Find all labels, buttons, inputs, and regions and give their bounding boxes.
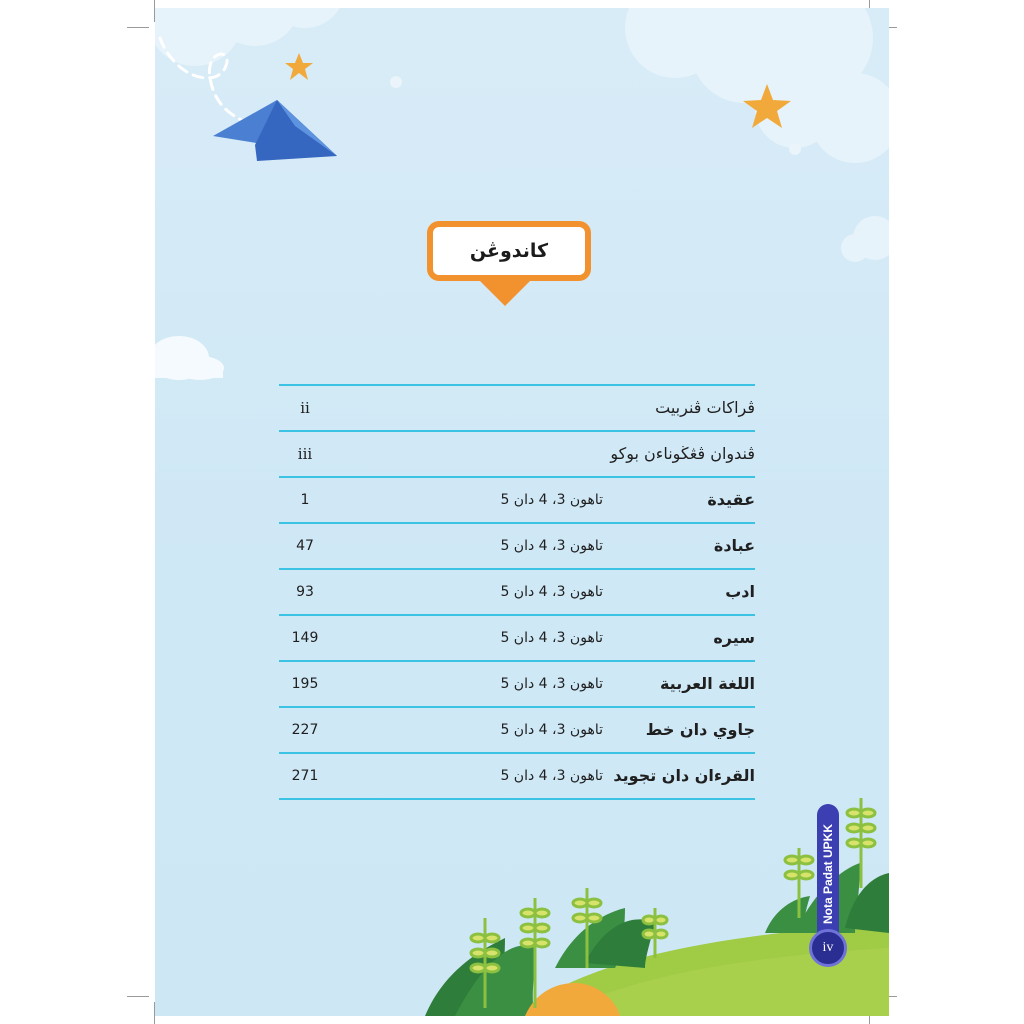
toc-row: [279, 616, 755, 662]
callout-pointer: [479, 280, 531, 306]
crop-mark: [127, 27, 149, 28]
toc-page-number: 195: [291, 676, 319, 692]
toc-subtitle: تاهون 3، 4 دان 5: [500, 492, 603, 508]
toc-title: القرءان دان تجويد: [613, 766, 755, 785]
toc-page-number: 227: [291, 722, 319, 738]
toc-page-number: 271: [291, 768, 319, 784]
toc-subtitle: تاهون 3، 4 دان 5: [500, 676, 603, 692]
toc-row: [279, 524, 755, 570]
toc-page-number: 93: [296, 584, 314, 600]
star-icon: [285, 53, 313, 80]
toc-row: [279, 386, 755, 432]
toc-title: ادب: [725, 582, 755, 601]
side-tab-label: Nota Padat UPKK: [821, 823, 835, 925]
table-of-contents: [279, 384, 755, 800]
toc-row: [279, 754, 755, 800]
toc-subtitle: تاهون 3، 4 دان 5: [500, 584, 603, 600]
toc-row: [279, 570, 755, 616]
toc-page-number: 149: [291, 630, 319, 646]
toc-title: ڤندوان ڤڠڬوناءن بوكو: [610, 444, 755, 463]
crop-mark: [127, 996, 149, 997]
page: [155, 8, 889, 1016]
page-number: iv: [822, 940, 834, 955]
toc-title: عقيدة: [707, 490, 755, 509]
cloud-icon: [155, 8, 345, 66]
toc-page-number: ii: [300, 399, 310, 417]
toc-subtitle: تاهون 3، 4 دان 5: [500, 722, 603, 738]
title-callout: [427, 221, 591, 281]
toc-subtitle: تاهون 3، 4 دان 5: [500, 538, 603, 554]
toc-title: ڤراكات ڤنربيت: [655, 398, 755, 417]
toc-row: [279, 478, 755, 524]
toc-page-number: iii: [297, 445, 313, 463]
page-number-badge: [809, 929, 847, 967]
toc-subtitle: تاهون 3، 4 دان 5: [500, 768, 603, 784]
page-title: كاندوڠن: [469, 240, 549, 262]
cloud-icon: [155, 336, 224, 380]
toc-subtitle: تاهون 3، 4 دان 5: [500, 630, 603, 646]
toc-page-number: 47: [296, 538, 314, 554]
toc-title: اللغة العربية: [659, 674, 755, 693]
toc-title: سيره: [713, 628, 755, 647]
paper-plane-icon: [213, 100, 337, 161]
toc-row: [279, 708, 755, 754]
toc-title: جاوي دان خط: [645, 720, 755, 739]
toc-page-number: 1: [300, 492, 310, 508]
cloud-icon: [625, 8, 889, 262]
toc-row: [279, 432, 755, 478]
toc-row: [279, 662, 755, 708]
toc-title: عبادة: [713, 536, 755, 555]
